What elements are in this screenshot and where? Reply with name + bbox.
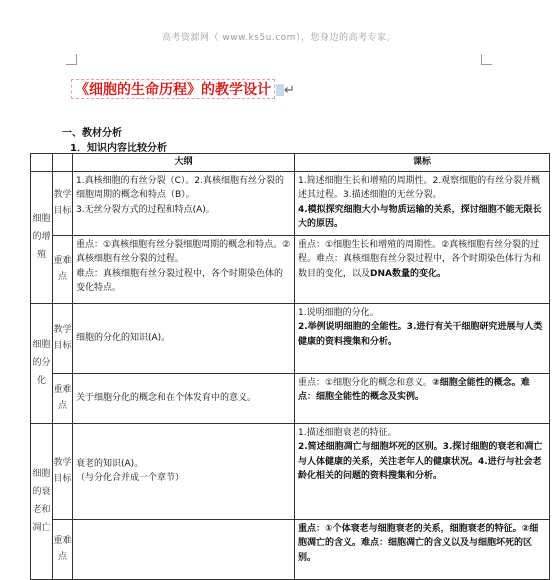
row-label: 重难点 [53,373,73,423]
cell-text: （与分化合并成一个章节） [76,473,185,483]
kebiao-cell[interactable] [295,373,550,423]
cell-text: 1.描述细胞衰老的特征。 [298,427,397,438]
cell-text: 1.简述细胞生长和增殖的周期性。2.观察细胞的有丝分裂并概述其过程。3.描述细胞的无丝分裂。 [298,175,541,200]
cell-text: 重点：①真核细胞有丝分裂细胞周期的概念和特点。②真核细胞有丝分裂的过程。 [76,239,291,264]
cell-text-bold: 2.举例说明细胞的全能性。3.进行有关干细胞研究进展与人类健康的资料搜集和分析。 [298,322,543,347]
title-line [71,79,295,99]
cell-text: 细胞的分化的知识(A)。 [76,332,171,343]
paragraph-mark-icon: ↵ [284,83,295,98]
comparison-table [30,153,550,580]
dagang-cell[interactable] [73,373,295,423]
dagang-cell[interactable] [73,171,295,235]
group-label-aging-apoptosis: 细胞的衰老和凋亡 [31,423,53,579]
kebiao-cell[interactable] [295,303,550,373]
kebiao-cell[interactable] [295,171,550,235]
cell-text: 1.真核细胞的有丝分裂（C）。2.真核细胞有丝分裂的细胞周期的概念和特点（B）。 [76,175,284,200]
margin-mark-left [66,54,77,65]
table-row [31,373,550,423]
cell-text-bold: ②细胞全能性的概念。难点：细胞全能性的概念及实例。 [298,377,530,402]
subsection-heading: 1．知识内容比较分析 [70,143,167,154]
dagang-cell[interactable] [73,423,295,519]
cell-text: 重点：①细胞生长和增殖的周期性。②真核细胞有丝分裂的过程。难点：真核细胞有丝分裂过程中，各个时期染色体行为和数目的变化，以及 [298,239,542,279]
kebiao-cell[interactable] [295,423,550,519]
table-row [31,423,550,519]
table-row [31,171,550,235]
header-cell-kebiao: 课标 [295,154,550,172]
header-cell-blank-2 [53,154,73,172]
dagang-cell[interactable] [73,303,295,373]
selection-marker [276,84,284,96]
cell-text: 重点：①细胞分化的概念和意义。 [298,377,433,388]
cell-text: 1.说明细胞的分化。 [298,307,379,318]
header-cell-blank-1 [31,154,53,172]
table-header-row [31,154,550,172]
kebiao-cell[interactable] [295,235,550,303]
dagang-cell[interactable] [73,519,295,579]
group-label-proliferation: 细胞的增殖 [31,171,53,303]
cell-text-bold: 2.简述细胞凋亡与细胞坏死的区别。3.探讨细胞的衰老和凋亡与人体健康的关系，关注老年人的健康状况。4.进行与社会老龄化相关的问题的资料搜集和分析。 [298,442,543,481]
row-label: 教学目标 [53,303,73,373]
table-row [31,235,550,303]
cell-text-bold: 重点：①个体衰老与细胞衰老的关系，细胞衰老的特征。②细胞凋亡的含义。难点：细胞凋亡的含义以及与细胞坏死的区别。 [298,523,539,563]
cell-text: 衰老的知识(A)。 [76,458,144,469]
table-row [31,519,550,579]
cell-text: 难点：真核细胞有丝分裂过程中，各个时期染色体的变化特点。 [76,268,284,293]
row-label: 教学目标 [53,171,73,235]
header-cell-dagang: 大纲 [73,154,295,172]
row-label: 重难点 [53,235,73,303]
cell-text-bold: DNA数量的变化。 [370,268,446,279]
cell-text-bold: 4.模拟探究细胞大小与物质运输的关系，探讨细胞不能无限长大的原因。 [298,204,542,229]
page-header: 高考资源网（ www.ks5u.com），您身边的高考专家。 [162,33,396,43]
row-label: 教学目标 [53,423,73,519]
cell-text: 关于细胞分化的概念和在个体发育中的意义。 [76,392,257,403]
kebiao-cell[interactable] [295,519,550,579]
cell-text: 3.无丝分裂方式的过程和特点(A)。 [76,204,215,215]
document-title[interactable]: 《细胞的生命历程》的教学设计 [71,79,275,99]
section-heading: 一、教材分析 [62,128,122,139]
row-label: 重难点 [53,519,73,579]
dagang-cell[interactable] [73,235,295,303]
table-row [31,303,550,373]
group-label-differentiation: 细胞的分化 [31,303,53,423]
margin-mark-right [481,54,492,65]
